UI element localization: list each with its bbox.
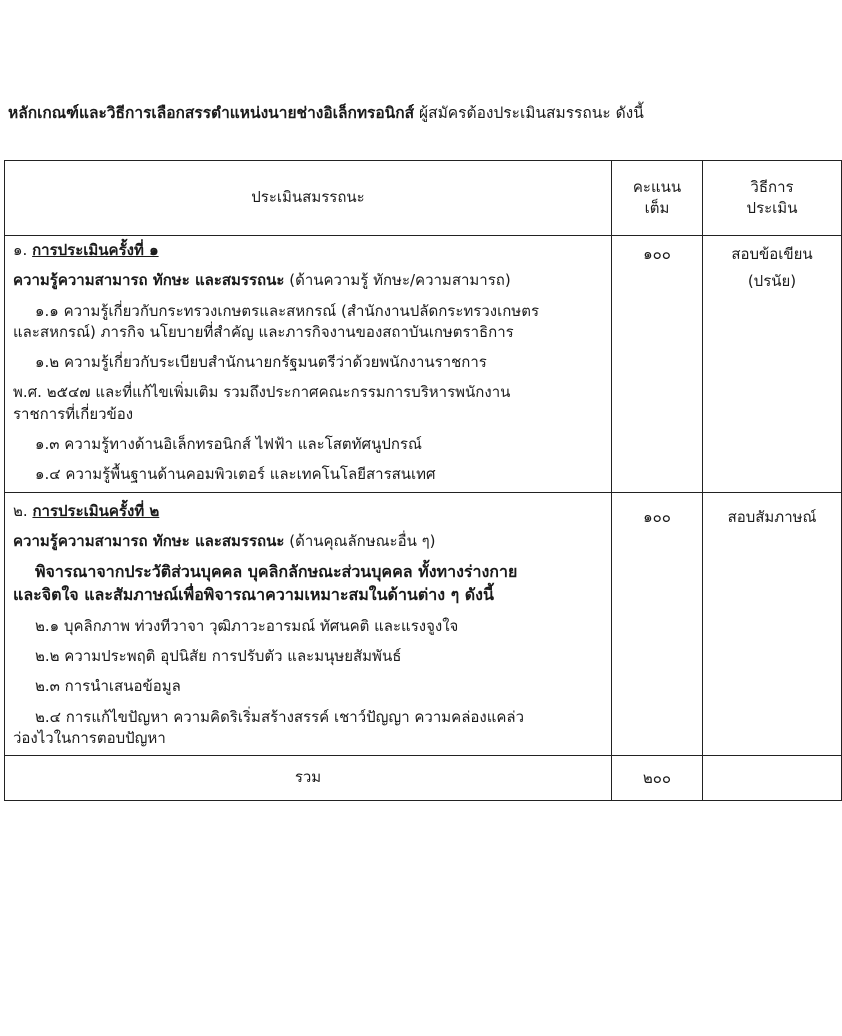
section-2-title: ๒. การประเมินครั้งที่ ๒ [13, 501, 160, 520]
section-1-item: ๑.๔ ความรู้พื้นฐานด้านคอมพิวเตอร์ และเทคโนโลยีสารสนเทศ [35, 465, 436, 484]
section-1-item: ๑.๑ ความรู้เกี่ยวกับกระทรวงเกษตรและสหกรณ์ (สำนักงานปลัดกระทรวงเกษตร [35, 301, 539, 320]
section-1-item: และสหกรณ์) ภารกิจ นโยบายที่สำคัญ และภารกิจงานของสถาบันเกษตราธิการ [13, 322, 514, 341]
section-2-item: ๒.๒ ความประพฤติ อุปนิสัย การปรับตัว และมนุษยสัมพันธ์ [35, 647, 402, 665]
assessment-table [4, 160, 842, 801]
section-1-row [5, 236, 842, 493]
total-label: รวม [5, 756, 612, 801]
section-1-content [5, 236, 612, 493]
total-row [5, 756, 842, 801]
heading-rest: ผู้สมัครต้องประเมินสมรรถนะ ดังนี้ [414, 104, 644, 122]
section-2-item: ๒.๓ การนำเสนอข้อมูล [35, 677, 181, 696]
section-2-method: สอบสัมภาษณ์ [703, 492, 842, 756]
section-1-title: ๑. การประเมินครั้งที่ ๑ [13, 241, 159, 259]
section-2-item: ว่องไวในการตอบปัญหา [13, 728, 166, 747]
section-2-item: ๒.๔ การแก้ไขปัญหา ความคิดริเริ่มสร้างสรรค์ เชาว์ปัญญา ความคล่องแคล่ว [35, 707, 525, 726]
section-2-row [5, 492, 842, 756]
section-2-bold-para: และจิตใจ และสัมภาษณ์เพื่อพิจารณาความเหมาะสมในด้านต่าง ๆ ดังนี้ [13, 584, 494, 604]
total-score: ๒๐๐ [612, 756, 703, 801]
section-2-subtitle: ความรู้ความสามารถ ทักษะ และสมรรถนะ (ด้านคุณลักษณะอื่น ๆ) [13, 531, 436, 550]
section-2-score: ๑๐๐ [612, 492, 703, 756]
section-1-score: ๑๐๐ [612, 236, 703, 493]
document-heading [8, 100, 644, 125]
header-competency: ประเมินสมรรถนะ [5, 161, 612, 236]
section-1-subtitle: ความรู้ความสามารถ ทักษะ และสมรรถนะ (ด้านความรู้ ทักษะ/ความสามารถ) [13, 271, 511, 290]
header-method: วิธีการ ประเมิน [703, 161, 842, 236]
total-method-empty [703, 756, 842, 801]
section-1-item: ราชการที่เกี่ยวข้อง [13, 404, 134, 423]
section-1-item: ๑.๓ ความรู้ทางด้านอิเล็กทรอนิกส์ ไฟฟ้า และโสตทัศนูปกรณ์ [35, 435, 422, 454]
section-2-bold-para: พิจารณาจากประวัติส่วนบุคคล บุคลิกลักษณะส่วนบุคคล ทั้งทางร่างกาย [35, 562, 518, 582]
section-1-method: สอบข้อเขียน (ปรนัย) [703, 236, 842, 493]
section-1-item: ๑.๒ ความรู้เกี่ยวกับระเบียบสำนักนายกรัฐมนตรีว่าด้วยพนักงานราชการ [35, 353, 487, 372]
header-full-score: คะแนน เต็ม [612, 161, 703, 236]
heading-bold: หลักเกณฑ์และวิธีการเลือกสรรตำแหน่งนายช่างอิเล็กทรอนิกส์ [8, 104, 415, 122]
section-2-content [5, 492, 612, 756]
section-1-item: พ.ศ. ๒๕๔๗ และที่แก้ไขเพิ่มเติม รวมถึงประกาศคณะกรรมการบริหารพนักงาน [13, 383, 511, 402]
table-header-row [5, 161, 842, 236]
section-2-item: ๒.๑ บุคลิกภาพ ท่วงทีวาจา วุฒิภาวะอารมณ์ ทัศนคติ และแรงจูงใจ [35, 616, 459, 635]
